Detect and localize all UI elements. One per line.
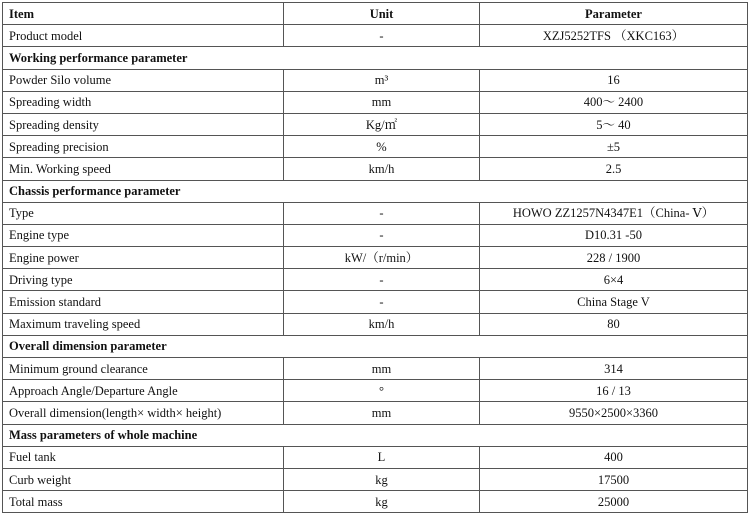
header-row (3, 3, 748, 25)
unit-cell: - (284, 269, 480, 291)
item-cell: Spreading precision (3, 136, 284, 158)
unit-cell: Kg/㎡ (284, 113, 480, 135)
section-header-row (3, 424, 748, 446)
parameter-cell: 25000 (480, 491, 748, 513)
item-cell: Total mass (3, 491, 284, 513)
parameter-cell: 400～ 2400 (480, 91, 748, 113)
spec-table-body (3, 25, 748, 513)
table-row (3, 269, 748, 291)
item-cell: Minimum ground clearance (3, 358, 284, 380)
table-row (3, 380, 748, 402)
unit-cell: % (284, 136, 480, 158)
item-cell: Engine power (3, 247, 284, 269)
section-header-row (3, 180, 748, 202)
table-row (3, 158, 748, 180)
item-cell: Maximum traveling speed (3, 313, 284, 335)
table-row (3, 69, 748, 91)
section-header-row (3, 47, 748, 69)
section-title: Chassis performance parameter (3, 180, 748, 202)
table-row (3, 91, 748, 113)
item-cell: Spreading density (3, 113, 284, 135)
table-row (3, 313, 748, 335)
parameter-cell: 16 / 13 (480, 380, 748, 402)
unit-cell: ° (284, 380, 480, 402)
parameter-cell: 228 / 1900 (480, 247, 748, 269)
header-item: Item (3, 3, 284, 25)
parameter-cell: China Stage V (480, 291, 748, 313)
unit-cell: kW/（r/min） (284, 247, 480, 269)
table-row (3, 202, 748, 224)
item-cell: Driving type (3, 269, 284, 291)
item-cell: Type (3, 202, 284, 224)
parameter-cell: 5～ 40 (480, 113, 748, 135)
table-row (3, 468, 748, 490)
unit-cell: m³ (284, 69, 480, 91)
table-row (3, 358, 748, 380)
item-cell: Powder Silo volume (3, 69, 284, 91)
item-cell: Emission standard (3, 291, 284, 313)
parameter-cell: XZJ5252TFS （XKC163） (480, 25, 748, 47)
table-row (3, 491, 748, 513)
table-row (3, 113, 748, 135)
parameter-cell: 314 (480, 358, 748, 380)
unit-cell: - (284, 291, 480, 313)
unit-cell: kg (284, 468, 480, 490)
parameter-cell: 2.5 (480, 158, 748, 180)
spec-table (2, 2, 748, 513)
header-unit: Unit (284, 3, 480, 25)
parameter-cell: D10.31 -50 (480, 224, 748, 246)
parameter-cell: 16 (480, 69, 748, 91)
parameter-cell: HOWO ZZ1257N4347E1（China- Ⅴ） (480, 202, 748, 224)
item-cell: Engine type (3, 224, 284, 246)
table-row (3, 247, 748, 269)
section-title: Overall dimension parameter (3, 335, 748, 357)
parameter-cell: 9550×2500×3360 (480, 402, 748, 424)
section-header-row (3, 335, 748, 357)
unit-cell: L (284, 446, 480, 468)
table-row (3, 446, 748, 468)
unit-cell: kg (284, 491, 480, 513)
table-row (3, 136, 748, 158)
parameter-cell: 80 (480, 313, 748, 335)
unit-cell: km/h (284, 313, 480, 335)
item-cell: Fuel tank (3, 446, 284, 468)
item-cell: Curb weight (3, 468, 284, 490)
table-row (3, 291, 748, 313)
item-cell: Approach Angle/Departure Angle (3, 380, 284, 402)
header-parameter: Parameter (480, 3, 748, 25)
unit-cell: - (284, 202, 480, 224)
unit-cell: km/h (284, 158, 480, 180)
section-title: Mass parameters of whole machine (3, 424, 748, 446)
unit-cell: mm (284, 402, 480, 424)
parameter-cell: 17500 (480, 468, 748, 490)
item-cell: Overall dimension(length× width× height) (3, 402, 284, 424)
table-row (3, 224, 748, 246)
unit-cell: - (284, 25, 480, 47)
table-row (3, 25, 748, 47)
item-cell: Min. Working speed (3, 158, 284, 180)
unit-cell: mm (284, 91, 480, 113)
parameter-cell: ±5 (480, 136, 748, 158)
unit-cell: - (284, 224, 480, 246)
unit-cell: mm (284, 358, 480, 380)
table-row (3, 402, 748, 424)
section-title: Working performance parameter (3, 47, 748, 69)
parameter-cell: 400 (480, 446, 748, 468)
item-cell: Spreading width (3, 91, 284, 113)
parameter-cell: 6×4 (480, 269, 748, 291)
item-cell: Product model (3, 25, 284, 47)
